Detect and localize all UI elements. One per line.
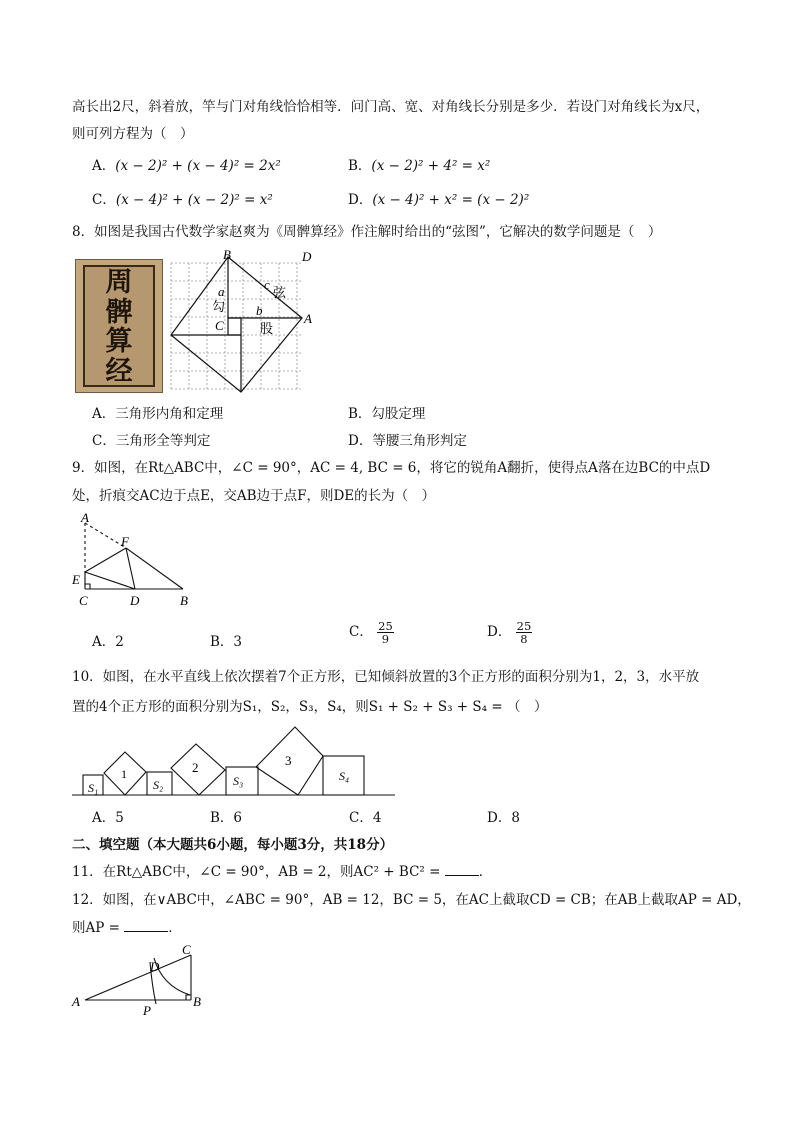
q7-line1: 高长出2尺，斜着放，竿与门对角线恰恰相等．问门高、宽、对角线长分别是多少．若设门对角线长为x尺，: [72, 99, 710, 115]
label-D: D: [302, 249, 312, 264]
label-A: A: [81, 510, 89, 525]
q12-line2: [72, 916, 182, 936]
option-text: 三角形全等判定: [115, 433, 211, 449]
option-label: D．: [348, 192, 373, 208]
option-text: 5: [115, 810, 124, 826]
option-label: C．: [92, 192, 116, 208]
label-s2: S₂: [153, 778, 164, 792]
answer-blank[interactable]: [124, 919, 168, 932]
label-xian: 弦: [273, 285, 287, 300]
option-label: B．: [210, 810, 234, 826]
q10-squares-figure: [70, 722, 400, 802]
q7-line2: 则可列方程为（ ）: [72, 126, 194, 142]
option-expr: (x − 4)² + (x − 2)² = x²: [115, 192, 273, 208]
q10-option-a[interactable]: [92, 806, 124, 826]
label-three: 3: [285, 753, 292, 768]
option-label: C．: [349, 624, 373, 641]
q8-option-c[interactable]: [92, 429, 210, 449]
book-char: 髀: [105, 296, 133, 328]
option-label: D．: [487, 624, 512, 641]
fraction: $\frac{25}{9}$: [378, 619, 393, 647]
label-B: B: [193, 994, 201, 1009]
q8-option-d[interactable]: [348, 429, 467, 449]
q9-option-b[interactable]: [210, 630, 242, 650]
option-label: D．: [348, 433, 373, 449]
q9-line2: 处，折痕交AC边于点E，交AB边于点F，则DE的长为（ ）: [72, 488, 436, 504]
option-expr: (x − 2)² + 4² = x²: [371, 158, 491, 174]
q8-stem: 8．如图是我国古代数学家赵爽为《周髀算经》作注解时给出的“弦图”，它解决的数学问题是（ ）: [72, 224, 662, 240]
q12-prefix: 则AP =: [72, 920, 120, 936]
book-char: 算: [105, 326, 133, 357]
label-A: A: [304, 311, 312, 326]
option-label: A．: [92, 406, 116, 422]
q10-option-b[interactable]: [210, 806, 242, 826]
label-B: B: [223, 249, 231, 262]
q10-option-d[interactable]: [487, 806, 520, 826]
option-label: D．: [487, 810, 512, 826]
option-text: 8: [511, 810, 520, 826]
label-C: C: [79, 593, 88, 608]
option-text: 等腰三角形判定: [372, 433, 467, 449]
label-a: a: [218, 284, 225, 299]
q11-end: ．: [478, 864, 493, 880]
option-expr: (x − 4)² + x² = (x − 2)²: [372, 192, 530, 208]
q10-line1: 10．如图，在水平直线上依次摆着7个正方形，已知倾斜放置的3个正方形的面积分别为1，2，3，水平放: [72, 669, 700, 685]
label-gu: 股: [260, 321, 274, 336]
label-s1: S₁: [88, 781, 99, 795]
label-b: b: [256, 303, 263, 318]
option-label: B．: [348, 158, 372, 174]
q7-option-d[interactable]: [348, 188, 529, 208]
label-s3: S₃: [233, 774, 244, 788]
q9-option-d[interactable]: [487, 620, 532, 645]
option-text: 三角形内角和定理: [115, 406, 224, 422]
label-D: D: [150, 959, 160, 974]
zhoubi-suanjing-book-image: [75, 259, 163, 393]
q8-option-b[interactable]: [348, 402, 425, 422]
q11: [72, 860, 492, 880]
xian-diagram: [165, 249, 325, 399]
option-label: B．: [210, 634, 234, 650]
option-label: A．: [92, 810, 116, 826]
label-C: C: [182, 942, 191, 957]
answer-blank[interactable]: [445, 863, 479, 876]
label-B: B: [180, 593, 188, 608]
label-s4: S₄: [339, 769, 350, 783]
q8-option-a[interactable]: [92, 402, 223, 422]
option-text: 4: [372, 810, 382, 826]
option-label: B．: [348, 406, 372, 422]
label-E: E: [72, 572, 80, 587]
label-gou: 勾: [212, 299, 226, 314]
option-label: C．: [92, 433, 116, 449]
q10-line2: 置的4个正方形的面积分别为S₁，S₂，S₃，S₄，则S₁ + S₂ + S₃ + S₄ = （ ）: [72, 699, 548, 715]
label-D: D: [130, 593, 140, 608]
q10-option-c[interactable]: [349, 806, 381, 826]
label-P: P: [143, 1003, 151, 1018]
q12-triangle-figure: [68, 940, 208, 1020]
book-char: 周: [105, 267, 133, 298]
option-label: A．: [92, 634, 116, 650]
label-two: 2: [192, 760, 199, 775]
option-text: 6: [233, 810, 243, 826]
label-c: c: [264, 277, 270, 292]
option-expr: (x − 2)² + (x − 4)² = 2x²: [115, 158, 281, 174]
q9-triangle-figure: [68, 508, 203, 612]
option-text: 3: [233, 634, 243, 650]
option-text: 2: [115, 634, 124, 650]
label-F: F: [121, 534, 129, 549]
book-char: 经: [105, 355, 133, 387]
label-C: C: [215, 318, 224, 333]
q7-option-b[interactable]: [348, 154, 490, 174]
q9-option-a[interactable]: [92, 630, 124, 650]
q7-option-c[interactable]: [92, 188, 273, 208]
q11-text: 11．在Rt△ABC中，∠C = 90°，AB = 2，则AC² + BC² =: [72, 864, 441, 880]
label-A: A: [72, 994, 80, 1009]
option-text: 勾股定理: [371, 406, 426, 422]
q12-line1: 12．如图，在∨ABC中，∠ABC = 90°，AB = 12，BC = 5，在AC上截取CD = CB；在AB上截取AP = AD，: [72, 892, 751, 908]
q9-option-c[interactable]: [349, 620, 394, 645]
option-label: C．: [349, 810, 373, 826]
label-one: 1: [121, 767, 127, 781]
q9-line1: 9．如图，在Rt△ABC中，∠C = 90°，AC = 4, BC = 6，将它的锐角A翻折，使得点A落在边BC的中点D: [72, 460, 711, 476]
section-title: 二、填空题（本大题共6小题，每小题3分，共18分）: [72, 837, 394, 853]
option-label: A．: [92, 158, 116, 174]
fraction: $\frac{25}{8}$: [516, 619, 532, 647]
q7-option-a[interactable]: [92, 154, 281, 174]
q12-end: ．: [168, 920, 182, 936]
